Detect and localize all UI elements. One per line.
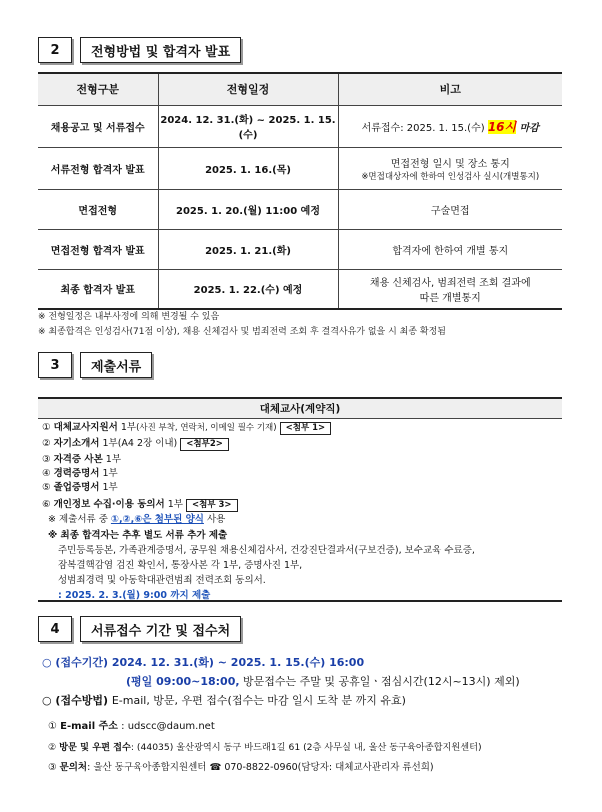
docs-note: 주민등록등본, 가족관계증명서, 공무원 채용신체검사서, 건강진단결과서(구보건증), 보수교육 수료증, xyxy=(58,545,475,556)
list-item: ② 자기소개서 1부(A4 2장 이내) <첨부2> xyxy=(42,435,229,451)
docs-note: 성범죄경력 및 아동학대관련범죄 전력조회 동의서. xyxy=(58,575,266,586)
table-row xyxy=(38,229,562,269)
attachment-tag: <첨부 1> xyxy=(280,422,332,435)
table-row xyxy=(38,147,562,189)
stage-date: 2024. 12. 31.(화) ~ 2025. 1. 15.(수) xyxy=(158,105,338,147)
table-row xyxy=(38,269,562,309)
column-header: 비고 xyxy=(338,73,562,105)
stage-date: 2025. 1. 20.(월) 11:00 예정 xyxy=(158,189,338,229)
list-item: ④ 경력증명서 1부 xyxy=(42,468,118,479)
section-number: 3 xyxy=(38,352,72,378)
stage-name: 면접전형 xyxy=(38,189,158,229)
table-row xyxy=(38,189,562,229)
stage-name: 서류전형 합격자 발표 xyxy=(38,147,158,189)
section-number: 2 xyxy=(38,37,72,63)
schedule-footnote: ※ 전형일정은 내부사정에 의해 변경될 수 있음 xyxy=(38,312,220,322)
stage-note: 채용 신체검사, 범죄전력 조회 결과에 따른 개별통지 xyxy=(338,269,562,309)
receipt-period-note: (평일 09:00~18:00, 방문접수는 주말 및 공휴일ㆍ점심시간(12시~13시) 제외) xyxy=(126,675,520,688)
section-title: 제출서류 xyxy=(80,352,152,378)
receipt-method: ○ (접수방법) E-mail, 방문, 우편 접수(접수는 마감 일시 도착 분 까지 유효) xyxy=(42,694,406,707)
docs-note: ※ 최종 합격자는 추후 별도 서류 추가 제출 xyxy=(48,530,228,541)
docs-note: ※ 제출서류 중 ①,②,⑥은 첨부된 양식 사용 xyxy=(48,514,226,525)
stage-note: 합격자에 한하여 개별 통지 xyxy=(338,229,562,269)
list-item: ③ 자격증 사본 1부 xyxy=(42,454,122,465)
section-4-header xyxy=(38,616,241,642)
stage-name: 면접전형 합격자 발표 xyxy=(38,229,158,269)
contact-line: ③ 문의처: 울산 동구육아종합지원센터 ☎ 070-8822-0960(담당자: 대체교사관리자 류선희) xyxy=(48,762,434,773)
stage-note: 구술면접 xyxy=(338,189,562,229)
list-item: ⑤ 졸업증명서 1부 xyxy=(42,482,118,493)
column-header: 전형구분 xyxy=(38,73,158,105)
documents-header: 대체교사(계약직) xyxy=(38,399,562,419)
stage-note: 면접전형 일시 및 장소 통지 ※면접대상자에 한하여 인성검사 실시(개별통지) xyxy=(338,147,562,189)
section-number: 4 xyxy=(38,616,72,642)
docs-note: 잠복결핵감염 검진 확인서, 통장사본 각 1부, 증명사진 1부, xyxy=(58,560,303,571)
section-2-header xyxy=(38,37,241,63)
stage-name: 최종 합격자 발표 xyxy=(38,269,158,309)
email-line: ① E-mail 주소 : udscc@daum.net xyxy=(48,721,215,732)
stage-date: 2025. 1. 21.(화) xyxy=(158,229,338,269)
section-3-header xyxy=(38,352,152,378)
receipt-period: ○ (접수기간) 2024. 12. 31.(화) ~ 2025. 1. 15.(수) 16:00 xyxy=(42,656,365,669)
stage-note: 서류접수: 2025. 1. 15.(수) 16시 마감 xyxy=(338,105,562,147)
table-header-row xyxy=(38,73,562,105)
list-item: ⑥ 개인정보 수집·이용 동의서 1부 <첨부 3> xyxy=(42,496,238,512)
attachment-tag: <첨부 3> xyxy=(186,499,238,512)
column-header: 전형일정 xyxy=(158,73,338,105)
submission-deadline: : 2025. 2. 3.(월) 9:00 까지 제출 xyxy=(58,590,211,601)
attachment-tag: <첨부2> xyxy=(180,438,229,451)
section-title: 서류접수 기간 및 접수처 xyxy=(80,616,241,642)
stage-name: 채용공고 및 서류접수 xyxy=(38,105,158,147)
stage-date: 2025. 1. 22.(수) 예정 xyxy=(158,269,338,309)
schedule-table xyxy=(38,72,562,310)
section-title: 전형방법 및 합격자 발표 xyxy=(80,37,241,63)
table-row xyxy=(38,105,562,147)
schedule-footnote: ※ 최종합격은 인성검사(71점 이상), 채용 신체검사 및 범죄전력 조회 후 결격사유가 없을 시 최종 확정됨 xyxy=(38,327,446,337)
documents-box xyxy=(38,397,562,602)
address-line: ② 방문 및 우편 접수: (44035) 울산광역시 동구 바드래1길 61 (2층 사무실 내, 울산 동구육아종합지원센터) xyxy=(48,742,482,753)
stage-date: 2025. 1. 16.(목) xyxy=(158,147,338,189)
list-item: ① 대체교사지원서 1부(사진 부착, 연락처, 이메일 필수 기재) <첨부 1> xyxy=(42,419,331,435)
